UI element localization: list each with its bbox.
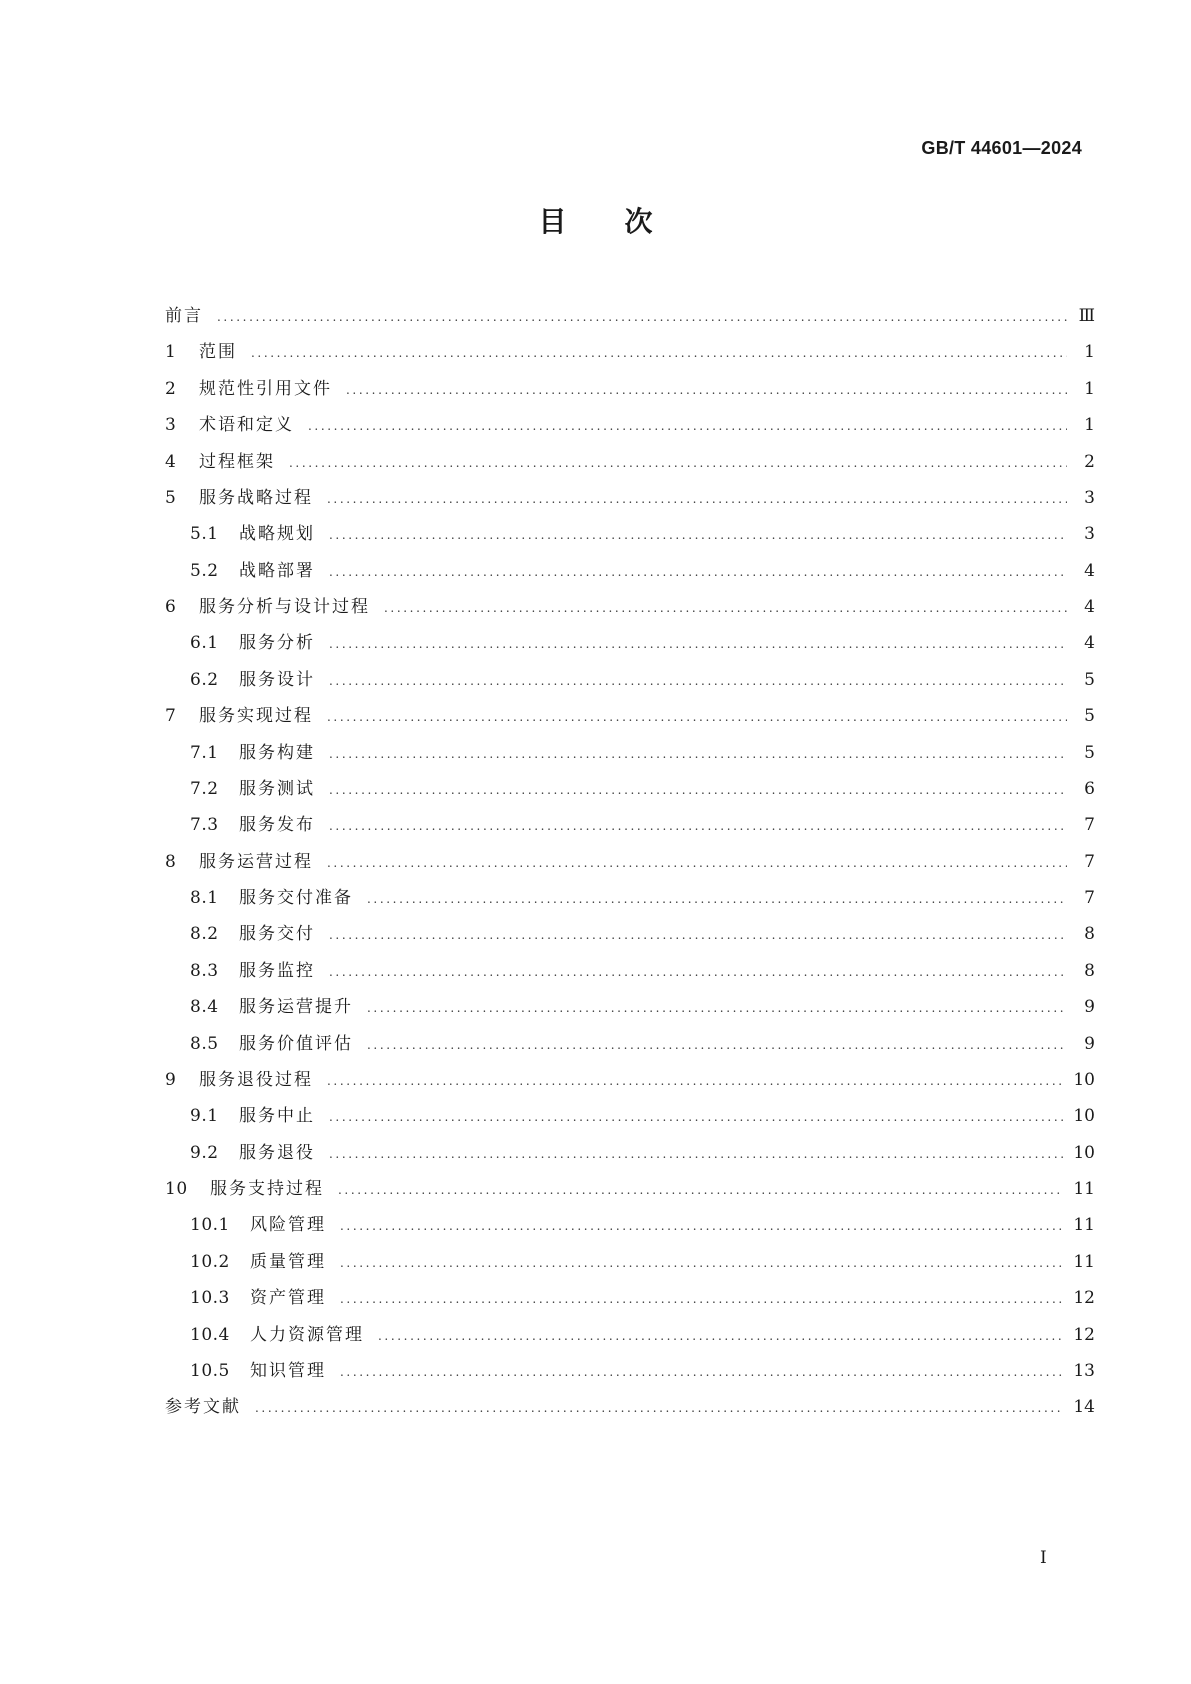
toc-entry-number: 8.2 <box>190 924 219 945</box>
toc-entry-number: 8.3 <box>190 960 219 981</box>
toc-entry[interactable] <box>165 592 1095 628</box>
toc-entry-label: 战略部署 <box>239 560 315 581</box>
toc-entry-number: 10.1 <box>190 1215 230 1236</box>
dot-leader <box>329 965 1067 979</box>
toc-entry-label: 服务测试 <box>239 778 315 799</box>
toc-entry[interactable] <box>165 1392 1095 1428</box>
toc-entry-number: 5.1 <box>190 524 219 545</box>
toc-entry-label: 服务退役过程 <box>199 1069 313 1090</box>
toc-entry-page: 5 <box>1084 669 1095 690</box>
dot-leader <box>329 819 1067 833</box>
toc-entry[interactable] <box>165 774 1095 810</box>
dot-leader <box>338 1183 1063 1197</box>
toc-entry-label: 人力资源管理 <box>250 1324 364 1345</box>
dot-leader <box>329 783 1067 797</box>
dot-leader <box>329 674 1067 688</box>
toc-entry-page: 2 <box>1084 451 1095 472</box>
toc-entry[interactable] <box>165 1210 1095 1246</box>
toc-entry[interactable] <box>165 665 1095 701</box>
toc-entry-page: 1 <box>1084 342 1095 363</box>
toc-entry-page: 8 <box>1084 924 1095 945</box>
toc-entry-number: 9 <box>165 1069 177 1090</box>
dot-leader <box>327 492 1067 506</box>
toc-entry[interactable] <box>165 519 1095 555</box>
toc-entry-number: 1 <box>165 342 177 363</box>
toc-entry[interactable] <box>165 1065 1095 1101</box>
dot-leader <box>340 1219 1063 1233</box>
toc-entry-page: 4 <box>1084 560 1095 581</box>
dot-leader <box>346 383 1067 397</box>
toc-entry[interactable] <box>165 810 1095 846</box>
toc-entry-label: 知识管理 <box>250 1360 326 1381</box>
toc-entry[interactable] <box>165 847 1095 883</box>
toc-entry-page: 5 <box>1084 742 1095 763</box>
page-folio: I <box>1040 1548 1047 1568</box>
toc-entry-label: 服务中止 <box>239 1106 315 1127</box>
toc-entry[interactable] <box>165 301 1095 337</box>
toc-entry-page: 4 <box>1084 597 1095 617</box>
toc-entry-page: 10 <box>1073 1069 1095 1090</box>
toc-entry-page: 10 <box>1073 1142 1095 1163</box>
toc-entry[interactable] <box>165 992 1095 1028</box>
toc-entry-number: 5.2 <box>190 560 219 581</box>
toc-entry[interactable] <box>165 738 1095 774</box>
toc-entry-number: 7.3 <box>190 815 219 836</box>
toc-entry-number: 8.5 <box>190 1033 219 1054</box>
toc-entry-page: 1 <box>1084 415 1095 436</box>
toc-entry-label: 服务战略过程 <box>199 487 313 508</box>
toc-entry-label: 服务支持过程 <box>210 1179 324 1199</box>
toc-entry[interactable] <box>165 628 1095 664</box>
toc-entry[interactable] <box>165 1356 1095 1392</box>
toc-entry-number: 10 <box>165 1179 188 1199</box>
dot-leader <box>367 1038 1067 1052</box>
toc-entry-number: 4 <box>165 451 177 472</box>
toc-entry[interactable] <box>165 556 1095 592</box>
dot-leader <box>340 1292 1063 1306</box>
page-title: 目次 <box>538 205 711 238</box>
toc-entry-label: 服务运营过程 <box>199 851 313 872</box>
toc-entry-number: 10.5 <box>190 1360 230 1381</box>
dot-leader <box>217 310 1067 324</box>
toc-entry-label: 服务退役 <box>239 1142 315 1163</box>
toc-entry-page: 9 <box>1084 1033 1095 1054</box>
dot-leader <box>327 856 1067 870</box>
dot-leader <box>329 1110 1063 1124</box>
toc-entry-page: 6 <box>1084 778 1095 799</box>
toc-entry-number: 7.1 <box>190 742 219 763</box>
toc-entry-page: 11 <box>1073 1179 1095 1199</box>
toc-entry-page: 11 <box>1073 1251 1095 1272</box>
toc-entry-label: 服务监控 <box>239 960 315 981</box>
toc-entry-label: 服务运营提升 <box>239 997 353 1018</box>
toc-entry-label: 过程框架 <box>199 451 275 472</box>
toc-entry[interactable] <box>165 1247 1095 1283</box>
toc-entry-number: 10.2 <box>190 1251 230 1272</box>
toc-entry-page: 10 <box>1073 1106 1095 1127</box>
toc-entry-label: 服务交付准备 <box>239 888 353 908</box>
standard-code: GB/T 44601—2024 <box>921 138 1082 158</box>
toc-entry[interactable] <box>165 483 1095 519</box>
dot-leader <box>327 1074 1063 1088</box>
dot-leader <box>329 528 1067 542</box>
dot-leader <box>251 346 1067 360</box>
toc-entry[interactable] <box>165 374 1095 410</box>
toc-entry[interactable] <box>165 410 1095 446</box>
toc-entry-page: 11 <box>1073 1215 1095 1236</box>
toc-entry-label: 规范性引用文件 <box>199 378 332 399</box>
dot-leader <box>384 601 1067 615</box>
toc-entry-page: 7 <box>1084 851 1095 872</box>
toc-entry-label: 术语和定义 <box>199 415 294 436</box>
toc-entry-number: 6.1 <box>190 633 219 654</box>
toc-entry-label: 风险管理 <box>250 1215 326 1236</box>
dot-leader <box>289 456 1067 470</box>
toc-entry-page: 8 <box>1084 960 1095 981</box>
toc-entry-label: 范围 <box>199 342 237 363</box>
dot-leader <box>367 1001 1067 1015</box>
toc-entry-page: 14 <box>1073 1397 1095 1418</box>
toc-entry[interactable] <box>165 447 1095 483</box>
toc-entry-label: 服务交付 <box>239 924 315 945</box>
dot-leader <box>255 1401 1063 1415</box>
toc-entry-number: 3 <box>165 415 177 436</box>
toc-entry-page: 7 <box>1084 815 1095 836</box>
toc-entry-label: 服务发布 <box>239 815 315 836</box>
toc-entry-page: 13 <box>1073 1360 1095 1381</box>
toc-entry-label: 资产管理 <box>250 1288 326 1309</box>
toc-entry[interactable] <box>165 1174 1095 1210</box>
toc-entry-number: 8 <box>165 851 177 872</box>
toc-entry-label: 服务构建 <box>239 742 315 763</box>
toc-entry-label: 服务实现过程 <box>199 706 313 727</box>
toc-entry-label: 战略规划 <box>239 524 315 545</box>
toc-entry-label: 服务价值评估 <box>239 1033 353 1054</box>
toc-entry-page: 4 <box>1084 633 1095 654</box>
toc-entry-page: 5 <box>1084 706 1095 727</box>
toc-entry-label: 质量管理 <box>250 1251 326 1272</box>
toc-entry-number: 6.2 <box>190 669 219 690</box>
toc-entry[interactable] <box>165 1138 1095 1174</box>
toc-entry[interactable] <box>165 1029 1095 1065</box>
dot-leader <box>329 928 1067 942</box>
toc-entry-label: 服务设计 <box>239 669 315 690</box>
toc-entry-number: 8.4 <box>190 997 219 1018</box>
dot-leader <box>329 747 1067 761</box>
toc-entry-label: 服务分析与设计过程 <box>199 597 370 617</box>
toc-entry-number: 2 <box>165 378 177 399</box>
dot-leader <box>329 637 1067 651</box>
toc-entry-number: 7 <box>165 706 177 727</box>
toc-entry-number: 5 <box>165 487 177 508</box>
toc-entry-page: Ⅲ <box>1078 306 1095 326</box>
toc-entry-number: 7.2 <box>190 778 219 799</box>
toc-entry-label: 服务分析 <box>239 633 315 654</box>
toc-entry-number: 9.2 <box>190 1142 219 1163</box>
toc-entry[interactable] <box>165 1101 1095 1137</box>
dot-leader <box>378 1329 1063 1343</box>
toc-entry-page: 7 <box>1084 888 1095 908</box>
dot-leader <box>367 892 1067 906</box>
dot-leader <box>340 1256 1063 1270</box>
toc-entry[interactable] <box>165 919 1095 955</box>
toc-entry-number: 6 <box>165 597 177 617</box>
toc-entry-number: 9.1 <box>190 1106 219 1127</box>
toc-entry-label: 参考文献 <box>165 1397 241 1418</box>
dot-leader <box>340 1365 1063 1379</box>
toc-entry-label: 前言 <box>165 306 203 326</box>
dot-leader <box>329 1147 1063 1161</box>
toc-entry-page: 1 <box>1084 378 1095 399</box>
toc-entry-page: 9 <box>1084 997 1095 1018</box>
toc-entry-page: 12 <box>1073 1288 1095 1309</box>
dot-leader <box>308 419 1067 433</box>
toc-entry[interactable] <box>165 883 1095 919</box>
toc-entry[interactable] <box>165 337 1095 373</box>
toc-entry-page: 3 <box>1084 487 1095 508</box>
toc-entry-number: 10.3 <box>190 1288 230 1309</box>
toc-entry-number: 8.1 <box>190 888 219 908</box>
toc-entry[interactable] <box>165 956 1095 992</box>
toc-entry-number: 10.4 <box>190 1324 230 1345</box>
toc-entry[interactable] <box>165 1283 1095 1319</box>
toc-entry[interactable] <box>165 1320 1095 1356</box>
toc-entry-page: 12 <box>1073 1324 1095 1345</box>
toc-entry[interactable] <box>165 701 1095 737</box>
dot-leader <box>329 565 1067 579</box>
table-of-contents <box>165 301 1095 1429</box>
toc-entry-page: 3 <box>1084 524 1095 545</box>
dot-leader <box>327 710 1067 724</box>
